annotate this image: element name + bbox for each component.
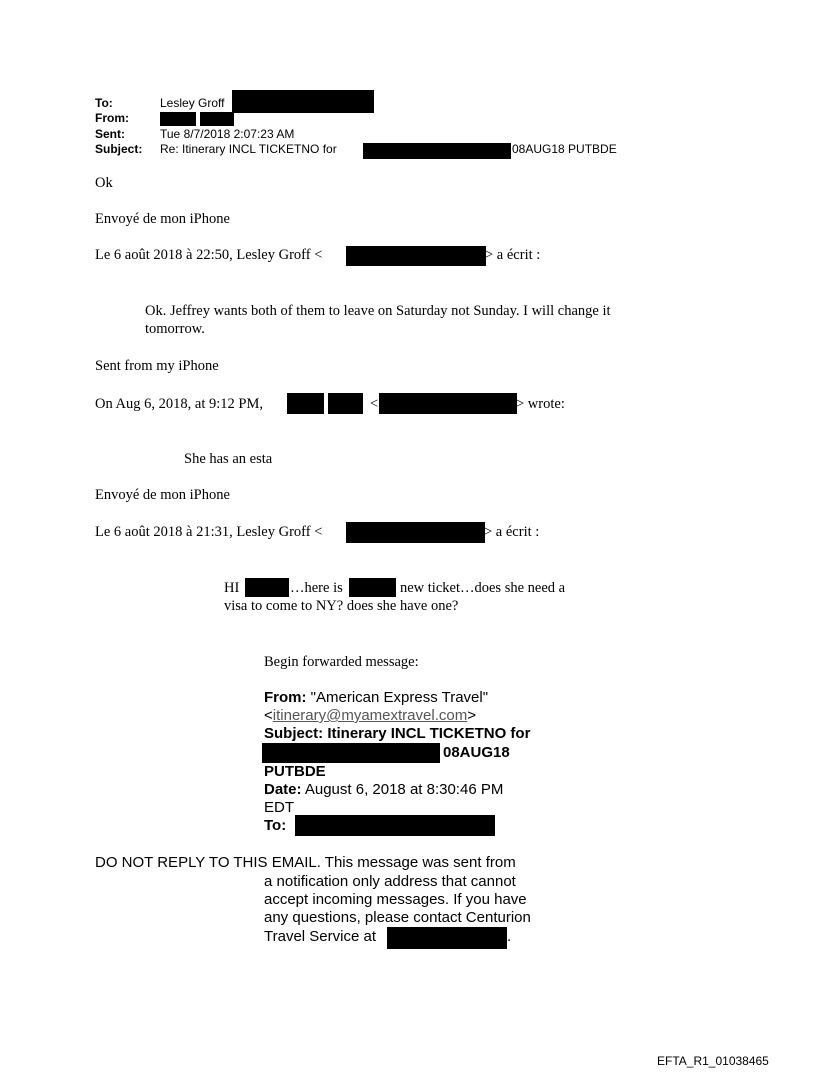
- forwarded-subject-end: PUTBDE: [264, 763, 326, 780]
- reply-ok: Ok: [95, 175, 113, 191]
- to-label: To:: [95, 96, 113, 110]
- forwarded-date-tz: EDT: [264, 799, 294, 816]
- signature-en: Sent from my iPhone: [95, 358, 219, 374]
- quote1-suffix: > a écrit :: [485, 247, 541, 263]
- quote2-prefix: On Aug 6, 2018, at 9:12 PM,: [95, 396, 263, 412]
- redaction-phone: [387, 927, 507, 949]
- redaction-from-last: [200, 112, 234, 126]
- to-value: Lesley Groff: [160, 96, 225, 110]
- msg1-line2: tomorrow.: [145, 321, 205, 337]
- quote3-prefix: Le 6 août 2018 à 21:31, Lesley Groff <: [95, 524, 323, 540]
- redaction-msg3-name: [245, 578, 289, 597]
- forwarded-intro: Begin forwarded message:: [264, 654, 419, 670]
- signature-fr-2: Envoyé de mon iPhone: [95, 487, 230, 503]
- forwarded-to-label: To:: [264, 817, 287, 834]
- msg3-line2: visa to come to NY? does she have one?: [224, 598, 459, 614]
- forwarded-from: [264, 689, 488, 707]
- redaction-subject-name: [363, 143, 511, 159]
- redaction-msg3-possessive: [349, 578, 396, 597]
- forwarded-email-link[interactable]: itinerary@myamextravel.com: [272, 707, 468, 724]
- redaction-quote1-email: [346, 246, 486, 266]
- redaction-quote2-email: [379, 393, 517, 414]
- quote2-lt: <: [370, 396, 379, 412]
- signature-fr-1: Envoyé de mon iPhone: [95, 211, 230, 227]
- subject-label: Subject:: [95, 142, 143, 156]
- sent-label: Sent:: [95, 127, 125, 141]
- disclaimer-line1: DO NOT REPLY TO THIS EMAIL. This message was sent from: [95, 854, 516, 871]
- msg3-here: …here is: [290, 580, 343, 596]
- disclaimer-line4: any questions, please contact Centurion: [264, 909, 531, 926]
- forwarded-date-value: August 6, 2018 at 8:30:46 PM: [304, 781, 504, 798]
- from-label: From:: [95, 111, 129, 125]
- quote1-prefix: Le 6 août 2018 à 22:50, Lesley Groff <: [95, 247, 323, 263]
- forwarded-subject-label: Subject: Itinerary INCL TICKETNO for: [264, 725, 531, 742]
- subject-prefix: Re: Itinerary INCL TICKETNO for: [160, 142, 337, 156]
- disclaimer-line5-end: .: [507, 928, 512, 945]
- forwarded-from-email: [264, 707, 476, 725]
- forwarded-from-lt: <: [264, 707, 273, 724]
- quote3-suffix: > a écrit :: [484, 524, 540, 540]
- forwarded-date: [264, 781, 503, 799]
- forwarded-from-gt: >: [467, 707, 476, 724]
- forwarded-date-label: Date:: [264, 781, 302, 798]
- sent-value: Tue 8/7/2018 2:07:23 AM: [160, 127, 295, 141]
- redaction-from-first: [160, 112, 196, 126]
- disclaimer-line3: accept incoming messages. If you have: [264, 891, 527, 908]
- forwarded-from-value: "American Express Travel": [310, 689, 489, 706]
- forwarded-subject-code: 08AUG18: [443, 744, 510, 761]
- msg2: She has an esta: [184, 451, 273, 467]
- subject-suffix: 08AUG18 PUTBDE: [512, 142, 617, 156]
- document-id: EFTA_R1_01038465: [657, 1054, 769, 1068]
- msg1-line1: Ok. Jeffrey wants both of them to leave on Saturday not Sunday. I will change it: [145, 303, 611, 319]
- disclaimer-line5: Travel Service at: [264, 928, 376, 945]
- redaction-quote2-last: [328, 393, 363, 414]
- forwarded-from-label: From:: [264, 689, 307, 706]
- redaction-forwarded-to: [295, 815, 495, 836]
- disclaimer-line2: a notification only address that cannot: [264, 873, 516, 890]
- redaction-forwarded-subject: [262, 743, 440, 763]
- msg3-hi: HI: [224, 580, 240, 596]
- redaction-quote3-email: [346, 522, 485, 543]
- msg3-rest: new ticket…does she need a: [400, 580, 566, 596]
- redaction-to-email: [232, 90, 374, 113]
- redaction-quote2-first: [287, 393, 324, 414]
- quote2-suffix: > wrote:: [516, 396, 565, 412]
